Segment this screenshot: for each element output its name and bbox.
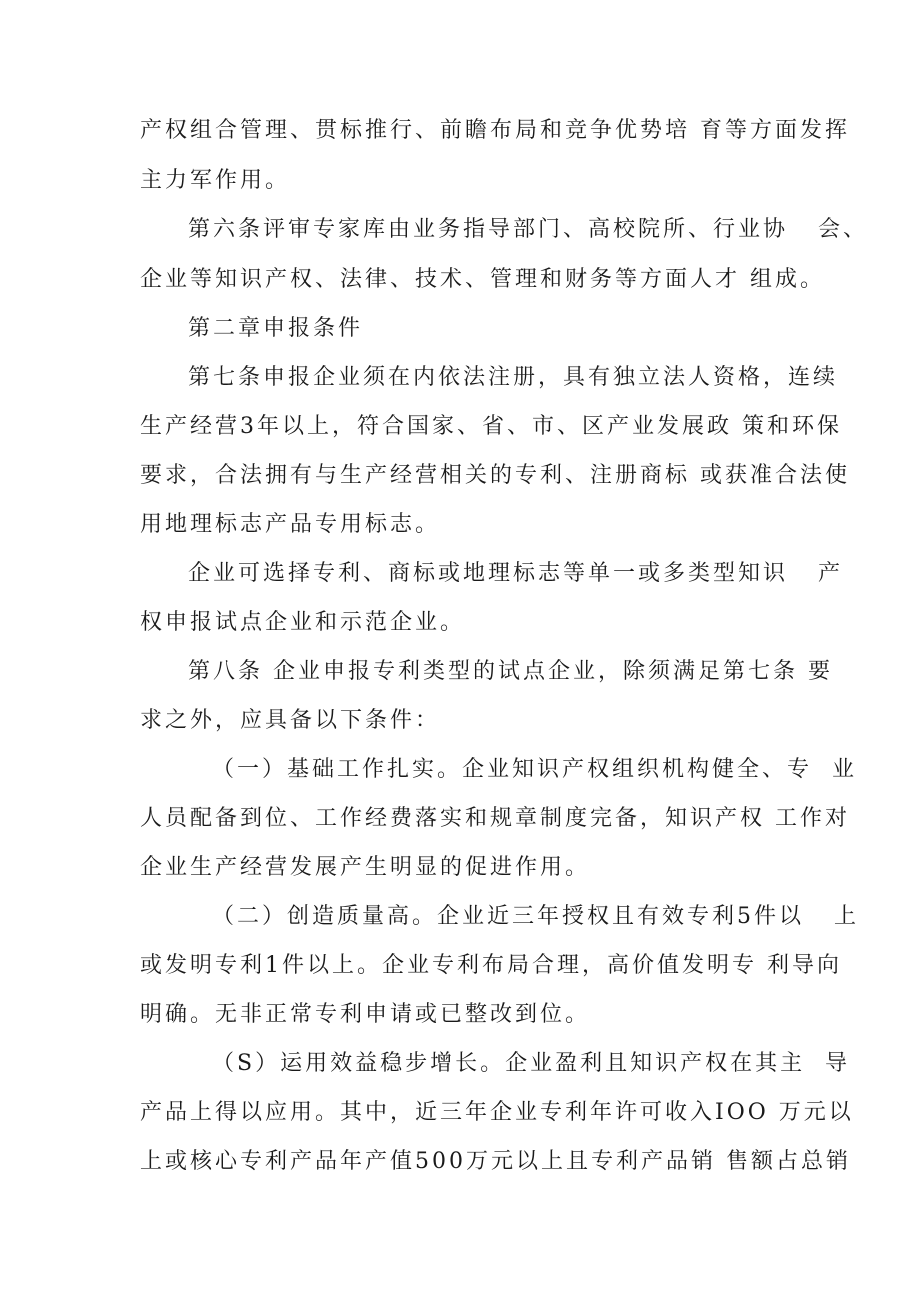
text-line-12: 第八条 企业申报专利类型的试点企业，除须满足第七条 要 xyxy=(188,659,833,684)
text-line-7: 生产经营3年以上，符合国家、省、市、区产业发展政 策和环保 xyxy=(140,414,842,439)
text-line-6: 第七条申报企业须在内依法注册，具有独立法人资格，连续 xyxy=(188,365,839,390)
text-line-8: 要求，合法拥有与生产经营相关的专利、注册商标 或获准合法使 xyxy=(140,463,850,488)
text-line-19: 明确。无非正常专利申请或已整改到位。 xyxy=(140,1002,591,1027)
text-line-15: 人员配备到位、工作经费落实和规章制度完备，知识产权 工作对 xyxy=(140,806,850,831)
text-line-14: （一）基础工作扎实。企业知识产权组织机构健全、专 业 xyxy=(212,757,857,782)
text-line-13: 求之外，应具备以下条件： xyxy=(140,708,441,733)
text-line-4: 企业等知识产权、法律、技术、管理和财务等方面人才 组成。 xyxy=(140,267,825,292)
text-line-22: 上或核心专利产品年产值500万元以上且专利产品销 售额占总销 xyxy=(140,1149,851,1174)
chapter-heading: 第二章申报条件 xyxy=(188,316,364,341)
text-line-11: 权申报试点企业和示范企业。 xyxy=(140,610,466,635)
text-line-17: （二）创造质量高。企业近三年授权且有效专利5件以 上 xyxy=(212,904,859,929)
text-line-16: 企业生产经营发展产生明显的促进作用。 xyxy=(140,855,591,880)
text-line-2: 主力军作用。 xyxy=(140,168,291,193)
text-line-20: （S）运用效益稳步增长。企业盈利且知识产权在其主 导 xyxy=(212,1051,851,1076)
text-line-18: 或发明专利1件以上。企业专利布局合理，高价值发明专 利导向 xyxy=(140,953,842,978)
text-line-9: 用地理标志产品专用标志。 xyxy=(140,512,441,537)
text-line-1: 产权组合管理、贯标推行、前瞻布局和竞争优势培 育等方面发挥 xyxy=(140,118,850,143)
text-line-21: 产品上得以应用。其中，近三年企业专利年许可收入IOO 万元以 xyxy=(140,1100,854,1125)
text-line-10: 企业可选择专利、商标或地理标志等单一或多类型知识 产 xyxy=(188,561,843,586)
text-line-3: 第六条评审专家库由业务指导部门、高校院所、行业协 会、 xyxy=(188,217,868,242)
